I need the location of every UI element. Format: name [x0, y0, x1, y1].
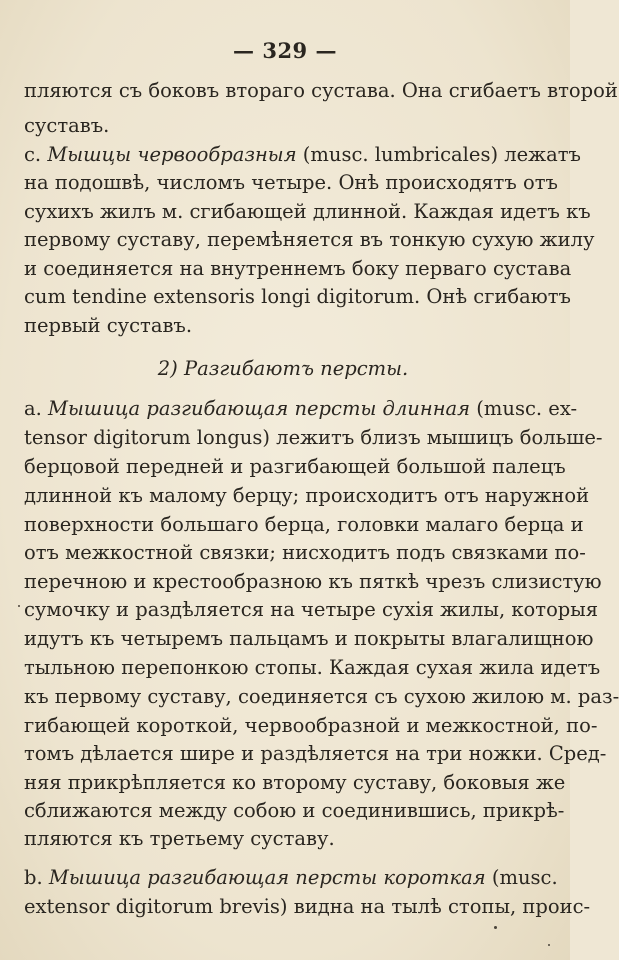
line-text: первому суставу, перемѣняется въ тонкую сухую жилу	[24, 228, 595, 251]
text-line	[24, 78, 618, 104]
text-line	[24, 865, 558, 891]
line-text: extensor digitorum brevis) видна на тылѣ стопы, проис-	[24, 895, 591, 918]
line-text: 2) Разгибаютъ персты.	[157, 357, 409, 380]
text-line	[24, 626, 594, 652]
line-text: суставъ.	[24, 114, 110, 137]
line-text: перечною и крестообразною къ пяткѣ чрезъ слизистую	[24, 570, 602, 593]
text-line	[24, 770, 566, 796]
line-text: tensor digitorum longus) лежитъ близъ мышицъ больше-	[24, 426, 603, 449]
line-text: сближаются между собою и соединившись, прикрѣ-	[24, 799, 565, 822]
print-speck	[548, 944, 550, 946]
text-line	[24, 569, 602, 595]
line-text: на подошвѣ, числомъ четыре. Онѣ происходятъ отъ	[24, 171, 558, 194]
text-line	[24, 597, 599, 623]
item-letter: c.	[24, 143, 48, 166]
line-text: (musc. lumbricales) лежатъ	[296, 143, 581, 166]
text-line	[24, 512, 584, 538]
text-line	[24, 199, 591, 225]
text-line	[24, 256, 572, 282]
line-text: пляются къ третьему суставу.	[24, 827, 335, 850]
line-text: отъ межкостной связки; нисходитъ подъ связками по-	[24, 541, 586, 564]
line-text: cum tendine extensoris longi digitorum. Онѣ сгибаютъ	[24, 285, 571, 308]
text-line	[24, 894, 591, 920]
text-line	[24, 170, 558, 196]
text-line	[24, 142, 581, 168]
text-line	[24, 313, 542, 339]
line-text: томъ дѣлается шире и раздѣляется на три ножки. Сред-	[24, 742, 607, 765]
text-line	[24, 425, 603, 451]
section-heading	[24, 356, 542, 382]
line-text: идутъ къ четыремъ пальцамъ и покрыты влагалищною	[24, 627, 594, 650]
text-line	[24, 798, 565, 824]
item-letter: b.	[24, 866, 49, 889]
line-text: сухихъ жилъ м. сгибающей длинной. Каждая идетъ къ	[24, 200, 591, 223]
muscle-name: Мышица разгибающая персты короткая	[48, 866, 486, 889]
line-text: гибающей короткой, червообразной и межкостной, по-	[24, 714, 598, 737]
line-text: поверхности большаго берца, головки малаго берца и	[24, 513, 584, 536]
line-text: первый суставъ.	[24, 314, 193, 337]
line-text: и соединяется на внутреннемъ боку перваго сустава	[24, 257, 572, 280]
line-text: (musc. ex-	[470, 397, 578, 420]
text-line	[24, 741, 607, 767]
print-speck	[494, 926, 497, 929]
text-line	[24, 113, 542, 139]
muscle-name: Мышцы червообразныя	[47, 143, 297, 166]
print-speck	[18, 605, 20, 607]
text-line	[24, 684, 619, 710]
text-line	[24, 227, 595, 253]
line-text: сумочку и раздѣляется на четыре сухія жилы, которыя	[24, 598, 599, 621]
muscle-name: Мышица разгибающая персты длинная	[48, 397, 471, 420]
line-text: няя прикрѣпляется ко второму суставу, боковыя же	[24, 771, 566, 794]
line-text: пляются съ боковъ втораго сустава. Она сгибаетъ второй	[24, 79, 618, 102]
line-text: тыльною перепонкою стопы. Каждая сухая жила идетъ	[24, 656, 601, 679]
text-line	[24, 396, 578, 422]
text-line	[24, 713, 598, 739]
text-line	[24, 540, 586, 566]
item-letter: a.	[24, 397, 49, 420]
line-text: берцовой передней и разгибающей большой палецъ	[24, 455, 566, 478]
page-number: — 329 —	[233, 38, 337, 63]
text-line	[24, 454, 566, 480]
line-text: (musc.	[485, 866, 558, 889]
line-text: къ первому суставу, соединяется съ сухою жилою м. раз-	[24, 685, 619, 708]
text-line	[24, 284, 571, 310]
text-line	[24, 826, 542, 852]
line-text: длинной къ малому берцу; происходитъ отъ наружной	[24, 484, 590, 507]
text-line	[24, 655, 601, 681]
text-line	[24, 483, 590, 509]
